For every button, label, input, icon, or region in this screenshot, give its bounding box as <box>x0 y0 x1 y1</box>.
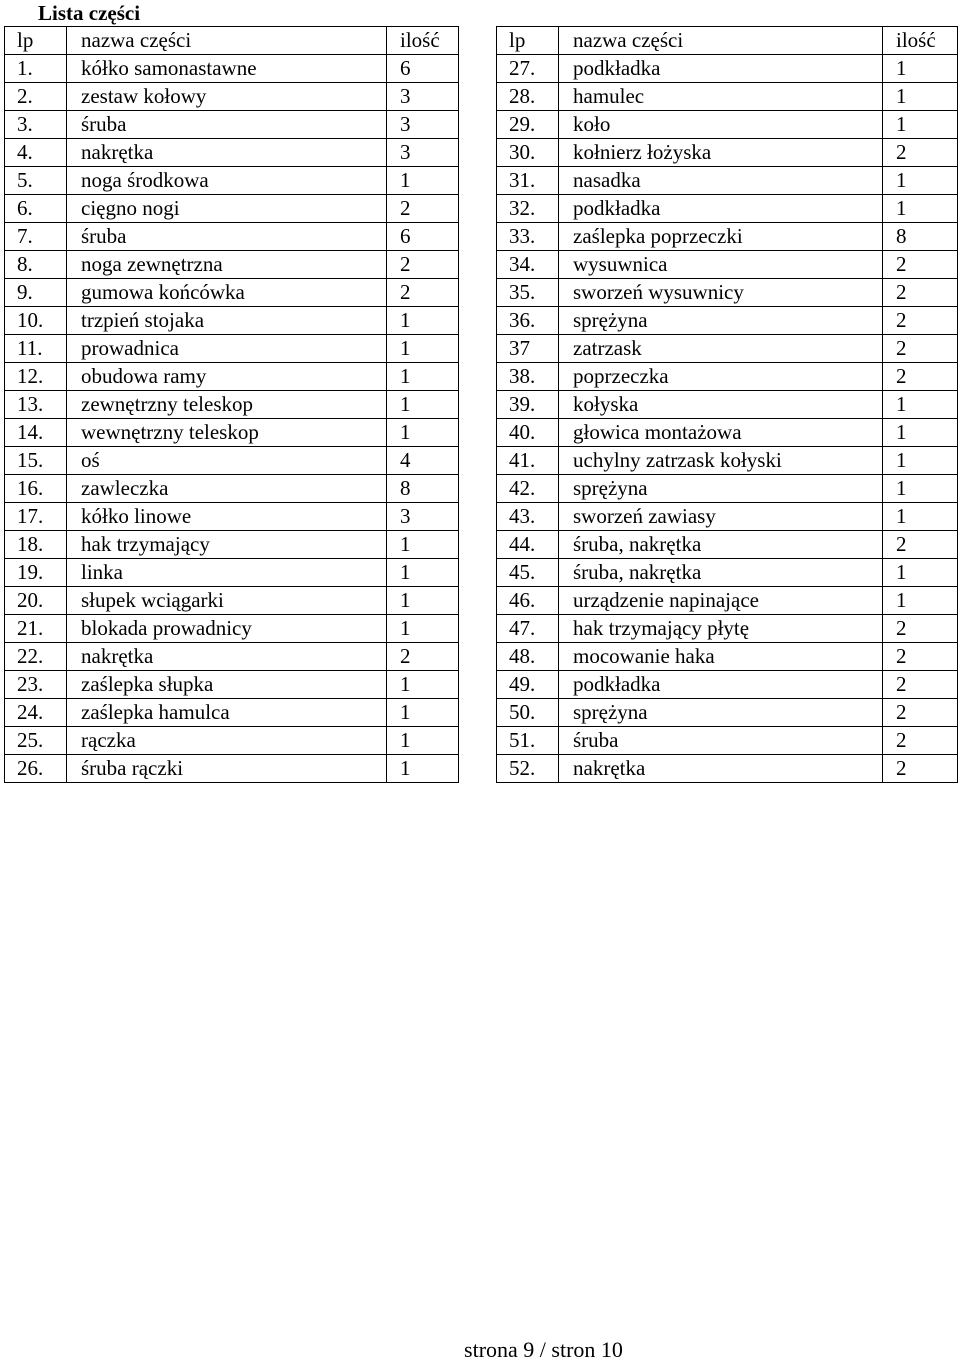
column-gap <box>459 307 497 335</box>
part-name: sprężyna <box>559 699 883 727</box>
column-gap <box>459 111 497 139</box>
header-qty: ilość <box>387 27 459 55</box>
part-name: trzpień stojaka <box>67 307 387 335</box>
part-name: kołnierz łożyska <box>559 139 883 167</box>
part-number: 4. <box>5 139 67 167</box>
part-number: 52. <box>497 755 559 783</box>
part-name: nasadka <box>559 167 883 195</box>
header-row <box>5 27 958 55</box>
table-row <box>5 503 958 531</box>
part-quantity: 1 <box>883 391 958 419</box>
part-quantity: 2 <box>883 699 958 727</box>
part-number: 42. <box>497 475 559 503</box>
column-gap <box>459 727 497 755</box>
part-name: głowica montażowa <box>559 419 883 447</box>
table-row <box>5 475 958 503</box>
part-number: 44. <box>497 531 559 559</box>
part-quantity: 2 <box>387 643 459 671</box>
part-name: urządzenie napinające <box>559 587 883 615</box>
table-row <box>5 279 958 307</box>
part-quantity: 8 <box>387 475 459 503</box>
table-row <box>5 447 958 475</box>
part-quantity: 2 <box>883 251 958 279</box>
part-number: 9. <box>5 279 67 307</box>
part-quantity: 1 <box>387 727 459 755</box>
part-name: słupek wciągarki <box>67 587 387 615</box>
table-row <box>5 139 958 167</box>
part-number: 8. <box>5 251 67 279</box>
column-gap <box>459 139 497 167</box>
part-number: 46. <box>497 587 559 615</box>
part-name: podkładka <box>559 671 883 699</box>
part-number: 48. <box>497 643 559 671</box>
column-gap <box>459 167 497 195</box>
part-number: 18. <box>5 531 67 559</box>
part-name: zestaw kołowy <box>67 83 387 111</box>
part-number: 34. <box>497 251 559 279</box>
page-footer: strona 9 / stron 10 <box>464 1337 623 1362</box>
part-name: śruba <box>67 111 387 139</box>
table-row <box>5 727 958 755</box>
column-gap <box>459 587 497 615</box>
part-quantity: 4 <box>387 447 459 475</box>
table-row <box>5 587 958 615</box>
part-name: wysuwnica <box>559 251 883 279</box>
part-name: hak trzymający płytę <box>559 615 883 643</box>
part-name: oś <box>67 447 387 475</box>
part-number: 16. <box>5 475 67 503</box>
part-name: uchylny zatrzask kołyski <box>559 447 883 475</box>
part-number: 28. <box>497 83 559 111</box>
part-number: 13. <box>5 391 67 419</box>
column-gap <box>459 223 497 251</box>
table-row <box>5 167 958 195</box>
table-row <box>5 83 958 111</box>
column-gap <box>459 559 497 587</box>
table-row <box>5 195 958 223</box>
part-quantity: 2 <box>883 755 958 783</box>
header-qty: ilość <box>883 27 958 55</box>
part-name: zaślepka poprzeczki <box>559 223 883 251</box>
part-quantity: 2 <box>883 615 958 643</box>
part-quantity: 1 <box>387 671 459 699</box>
part-number: 24. <box>5 699 67 727</box>
part-quantity: 1 <box>883 83 958 111</box>
part-name: sworzeń zawiasy <box>559 503 883 531</box>
part-number: 12. <box>5 363 67 391</box>
part-name: nakrętka <box>67 139 387 167</box>
part-quantity: 1 <box>883 419 958 447</box>
table-row <box>5 251 958 279</box>
part-quantity: 1 <box>883 447 958 475</box>
table-row <box>5 111 958 139</box>
column-gap <box>459 419 497 447</box>
part-number: 11. <box>5 335 67 363</box>
table-row <box>5 643 958 671</box>
part-name: zawleczka <box>67 475 387 503</box>
part-number: 14. <box>5 419 67 447</box>
part-name: sprężyna <box>559 475 883 503</box>
part-number: 10. <box>5 307 67 335</box>
part-quantity: 2 <box>883 643 958 671</box>
part-quantity: 2 <box>387 195 459 223</box>
part-name: nakrętka <box>67 643 387 671</box>
part-quantity: 2 <box>883 671 958 699</box>
part-quantity: 2 <box>883 279 958 307</box>
table-row <box>5 699 958 727</box>
column-gap <box>459 531 497 559</box>
header-lp: lp <box>497 27 559 55</box>
part-name: śruba, nakrętka <box>559 559 883 587</box>
part-number: 3. <box>5 111 67 139</box>
table-row <box>5 223 958 251</box>
part-quantity: 2 <box>387 251 459 279</box>
part-name: podkładka <box>559 55 883 83</box>
part-number: 5. <box>5 167 67 195</box>
column-gap <box>459 55 497 83</box>
part-number: 32. <box>497 195 559 223</box>
header-name: nazwa części <box>559 27 883 55</box>
part-quantity: 2 <box>883 727 958 755</box>
part-quantity: 1 <box>883 587 958 615</box>
part-number: 38. <box>497 363 559 391</box>
part-quantity: 2 <box>883 335 958 363</box>
table-row <box>5 307 958 335</box>
part-name: obudowa ramy <box>67 363 387 391</box>
column-gap <box>459 615 497 643</box>
table-row <box>5 363 958 391</box>
part-quantity: 1 <box>883 167 958 195</box>
part-number: 37 <box>497 335 559 363</box>
part-number: 49. <box>497 671 559 699</box>
part-name: podkładka <box>559 195 883 223</box>
part-name: noga zewnętrzna <box>67 251 387 279</box>
table-row <box>5 419 958 447</box>
part-quantity: 1 <box>387 335 459 363</box>
column-gap <box>459 195 497 223</box>
part-number: 6. <box>5 195 67 223</box>
part-name: poprzeczka <box>559 363 883 391</box>
part-name: mocowanie haka <box>559 643 883 671</box>
part-name: rączka <box>67 727 387 755</box>
part-name: koło <box>559 111 883 139</box>
part-name: śruba rączki <box>67 755 387 783</box>
table-row <box>5 335 958 363</box>
part-number: 40. <box>497 419 559 447</box>
part-quantity: 1 <box>387 559 459 587</box>
part-name: zaślepka słupka <box>67 671 387 699</box>
part-name: zaślepka hamulca <box>67 699 387 727</box>
part-number: 47. <box>497 615 559 643</box>
part-number: 1. <box>5 55 67 83</box>
table-row <box>5 531 958 559</box>
part-number: 33. <box>497 223 559 251</box>
part-name: zatrzask <box>559 335 883 363</box>
part-number: 26. <box>5 755 67 783</box>
part-quantity: 1 <box>883 503 958 531</box>
column-gap <box>459 447 497 475</box>
part-quantity: 3 <box>387 139 459 167</box>
table-row <box>5 755 958 783</box>
part-quantity: 1 <box>387 531 459 559</box>
part-number: 17. <box>5 503 67 531</box>
part-number: 31. <box>497 167 559 195</box>
part-number: 43. <box>497 503 559 531</box>
part-quantity: 2 <box>883 363 958 391</box>
part-number: 2. <box>5 83 67 111</box>
part-name: noga środkowa <box>67 167 387 195</box>
column-gap <box>459 755 497 783</box>
table-row <box>5 615 958 643</box>
part-quantity: 1 <box>387 391 459 419</box>
part-number: 27. <box>497 55 559 83</box>
part-number: 45. <box>497 559 559 587</box>
part-quantity: 8 <box>883 223 958 251</box>
part-quantity: 1 <box>883 195 958 223</box>
column-gap <box>459 699 497 727</box>
part-name: linka <box>67 559 387 587</box>
part-quantity: 3 <box>387 503 459 531</box>
part-name: wewnętrzny teleskop <box>67 419 387 447</box>
page-title: Lista części <box>38 1 141 25</box>
part-number: 20. <box>5 587 67 615</box>
part-name: śruba <box>559 727 883 755</box>
column-gap <box>459 643 497 671</box>
table-row <box>5 559 958 587</box>
column-gap <box>459 475 497 503</box>
part-quantity: 1 <box>387 419 459 447</box>
part-name: hamulec <box>559 83 883 111</box>
column-gap <box>459 503 497 531</box>
column-gap <box>459 83 497 111</box>
part-name: kołyska <box>559 391 883 419</box>
part-number: 51. <box>497 727 559 755</box>
part-name: nakrętka <box>559 755 883 783</box>
part-name: cięgno nogi <box>67 195 387 223</box>
part-quantity: 2 <box>883 139 958 167</box>
part-name: prowadnica <box>67 335 387 363</box>
part-number: 36. <box>497 307 559 335</box>
header-lp: lp <box>5 27 67 55</box>
part-quantity: 2 <box>883 531 958 559</box>
part-quantity: 6 <box>387 55 459 83</box>
part-quantity: 1 <box>387 615 459 643</box>
part-quantity: 6 <box>387 223 459 251</box>
part-quantity: 1 <box>387 699 459 727</box>
column-gap <box>459 251 497 279</box>
table-row <box>5 55 958 83</box>
part-quantity: 1 <box>387 363 459 391</box>
part-number: 39. <box>497 391 559 419</box>
header-name: nazwa części <box>67 27 387 55</box>
part-quantity: 1 <box>883 475 958 503</box>
part-number: 7. <box>5 223 67 251</box>
part-quantity: 1 <box>883 559 958 587</box>
part-name: zewnętrzny teleskop <box>67 391 387 419</box>
part-name: blokada prowadnicy <box>67 615 387 643</box>
column-gap <box>459 363 497 391</box>
part-number: 15. <box>5 447 67 475</box>
part-quantity: 2 <box>883 307 958 335</box>
part-number: 25. <box>5 727 67 755</box>
part-name: kółko samonastawne <box>67 55 387 83</box>
column-gap <box>459 335 497 363</box>
part-number: 30. <box>497 139 559 167</box>
part-number: 50. <box>497 699 559 727</box>
part-quantity: 3 <box>387 83 459 111</box>
part-quantity: 2 <box>387 279 459 307</box>
part-number: 21. <box>5 615 67 643</box>
part-quantity: 1 <box>883 111 958 139</box>
part-number: 19. <box>5 559 67 587</box>
part-quantity: 1 <box>387 755 459 783</box>
table-row <box>5 671 958 699</box>
column-gap <box>459 391 497 419</box>
part-name: śruba <box>67 223 387 251</box>
part-quantity: 1 <box>387 587 459 615</box>
column-gap <box>459 671 497 699</box>
part-quantity: 3 <box>387 111 459 139</box>
table-row <box>5 391 958 419</box>
part-number: 41. <box>497 447 559 475</box>
part-number: 23. <box>5 671 67 699</box>
column-gap <box>459 279 497 307</box>
part-quantity: 1 <box>387 307 459 335</box>
part-name: śruba, nakrętka <box>559 531 883 559</box>
part-number: 22. <box>5 643 67 671</box>
column-gap <box>459 27 497 55</box>
part-name: kółko linowe <box>67 503 387 531</box>
part-number: 35. <box>497 279 559 307</box>
part-name: hak trzymający <box>67 531 387 559</box>
part-quantity: 1 <box>883 55 958 83</box>
part-name: sprężyna <box>559 307 883 335</box>
parts-list-table <box>4 26 958 783</box>
part-number: 29. <box>497 111 559 139</box>
part-name: gumowa końcówka <box>67 279 387 307</box>
part-quantity: 1 <box>387 167 459 195</box>
part-name: sworzeń wysuwnicy <box>559 279 883 307</box>
